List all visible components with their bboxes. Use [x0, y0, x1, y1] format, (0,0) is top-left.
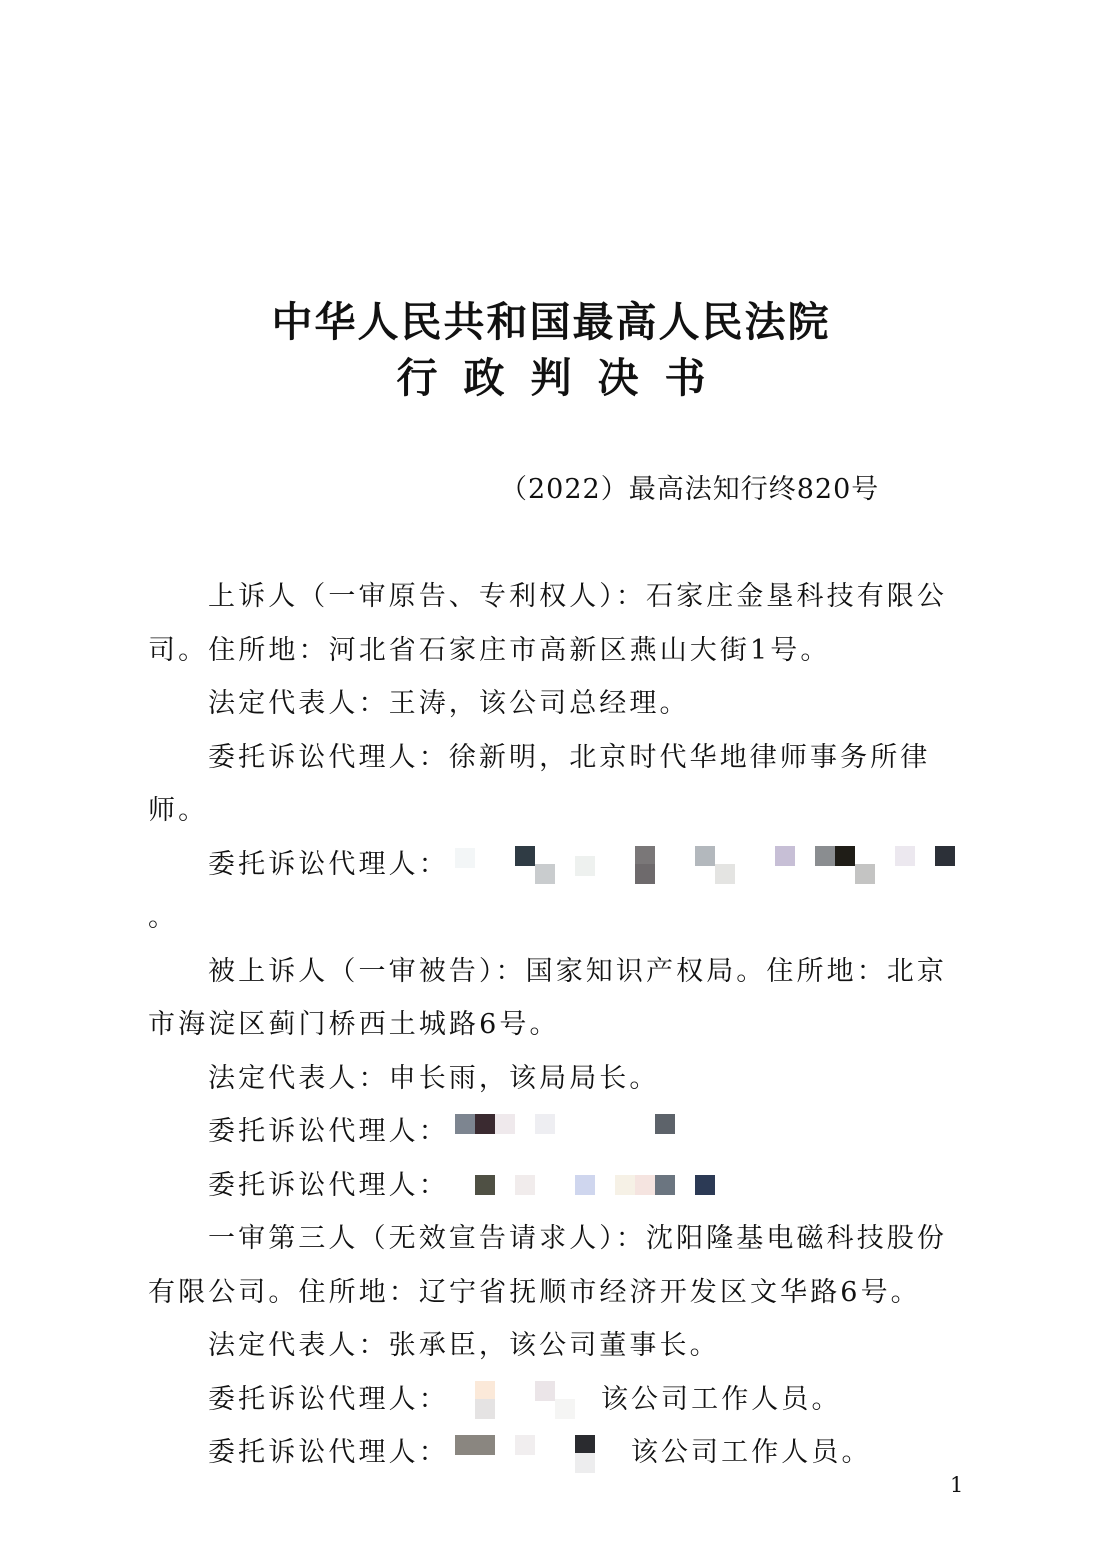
agent-suffix: 该公司工作人员。 [630, 1437, 872, 1468]
agent-label: 委托诉讼代理人： [208, 1169, 449, 1201]
case-number: （2022）最高法知行终820号 [500, 474, 880, 505]
agent-suffix: 。 [148, 902, 179, 933]
appellant-paragraph: 上诉人（一审原告、专利权人）：石家庄金垦科技有限公司。住所地：河北省石家庄市高新区燕山大街1号。 [148, 581, 947, 666]
agent-label: 委托诉讼代理人： [208, 1437, 449, 1468]
redacted-name-mosaic [455, 1114, 695, 1152]
appellee-legal-rep: 法定代表人：申长雨，该局局长。 [208, 1062, 660, 1094]
third-party-agent-2 [148, 1426, 968, 1480]
redacted-name-mosaic [455, 846, 955, 884]
agent-label: 委托诉讼代理人： [208, 1116, 449, 1147]
agent-suffix: 该公司工作人员。 [600, 1383, 842, 1415]
appellant-agent-1: 委托诉讼代理人：徐新明，北京时代华地律师事务所律师。 [148, 741, 931, 826]
agent-label: 委托诉讼代理人： [208, 848, 449, 880]
appellant-agent-2 [148, 838, 968, 945]
appellee-agent-1 [148, 1105, 968, 1159]
third-party-legal-rep: 法定代表人：张承臣，该公司董事长。 [208, 1330, 720, 1361]
redacted-name-mosaic [455, 1381, 595, 1419]
parties-section [148, 570, 968, 1480]
page-number: 1 [950, 1473, 964, 1497]
third-party-paragraph: 一审第三人（无效宣告请求人）：沈阳隆基电磁科技股份有限公司。住所地：辽宁省抚顺市经济开发区文华路6号。 [148, 1223, 947, 1308]
third-party-agent-1 [148, 1373, 968, 1427]
agent-label: 委托诉讼代理人： [208, 1383, 449, 1415]
appellant-legal-rep: 法定代表人：王涛，该公司总经理。 [208, 688, 690, 719]
document-type: 行政判决书 [396, 354, 732, 402]
redacted-name-mosaic [455, 1167, 715, 1205]
appellee-paragraph: 被上诉人（一审被告）：国家知识产权局。住所地：北京市海淀区蓟门桥西土城路6号。 [148, 955, 947, 1040]
court-name: 中华人民共和国最高人民法院 [271, 298, 831, 346]
appellee-agent-2 [148, 1159, 968, 1213]
redacted-name-mosaic [455, 1435, 625, 1473]
